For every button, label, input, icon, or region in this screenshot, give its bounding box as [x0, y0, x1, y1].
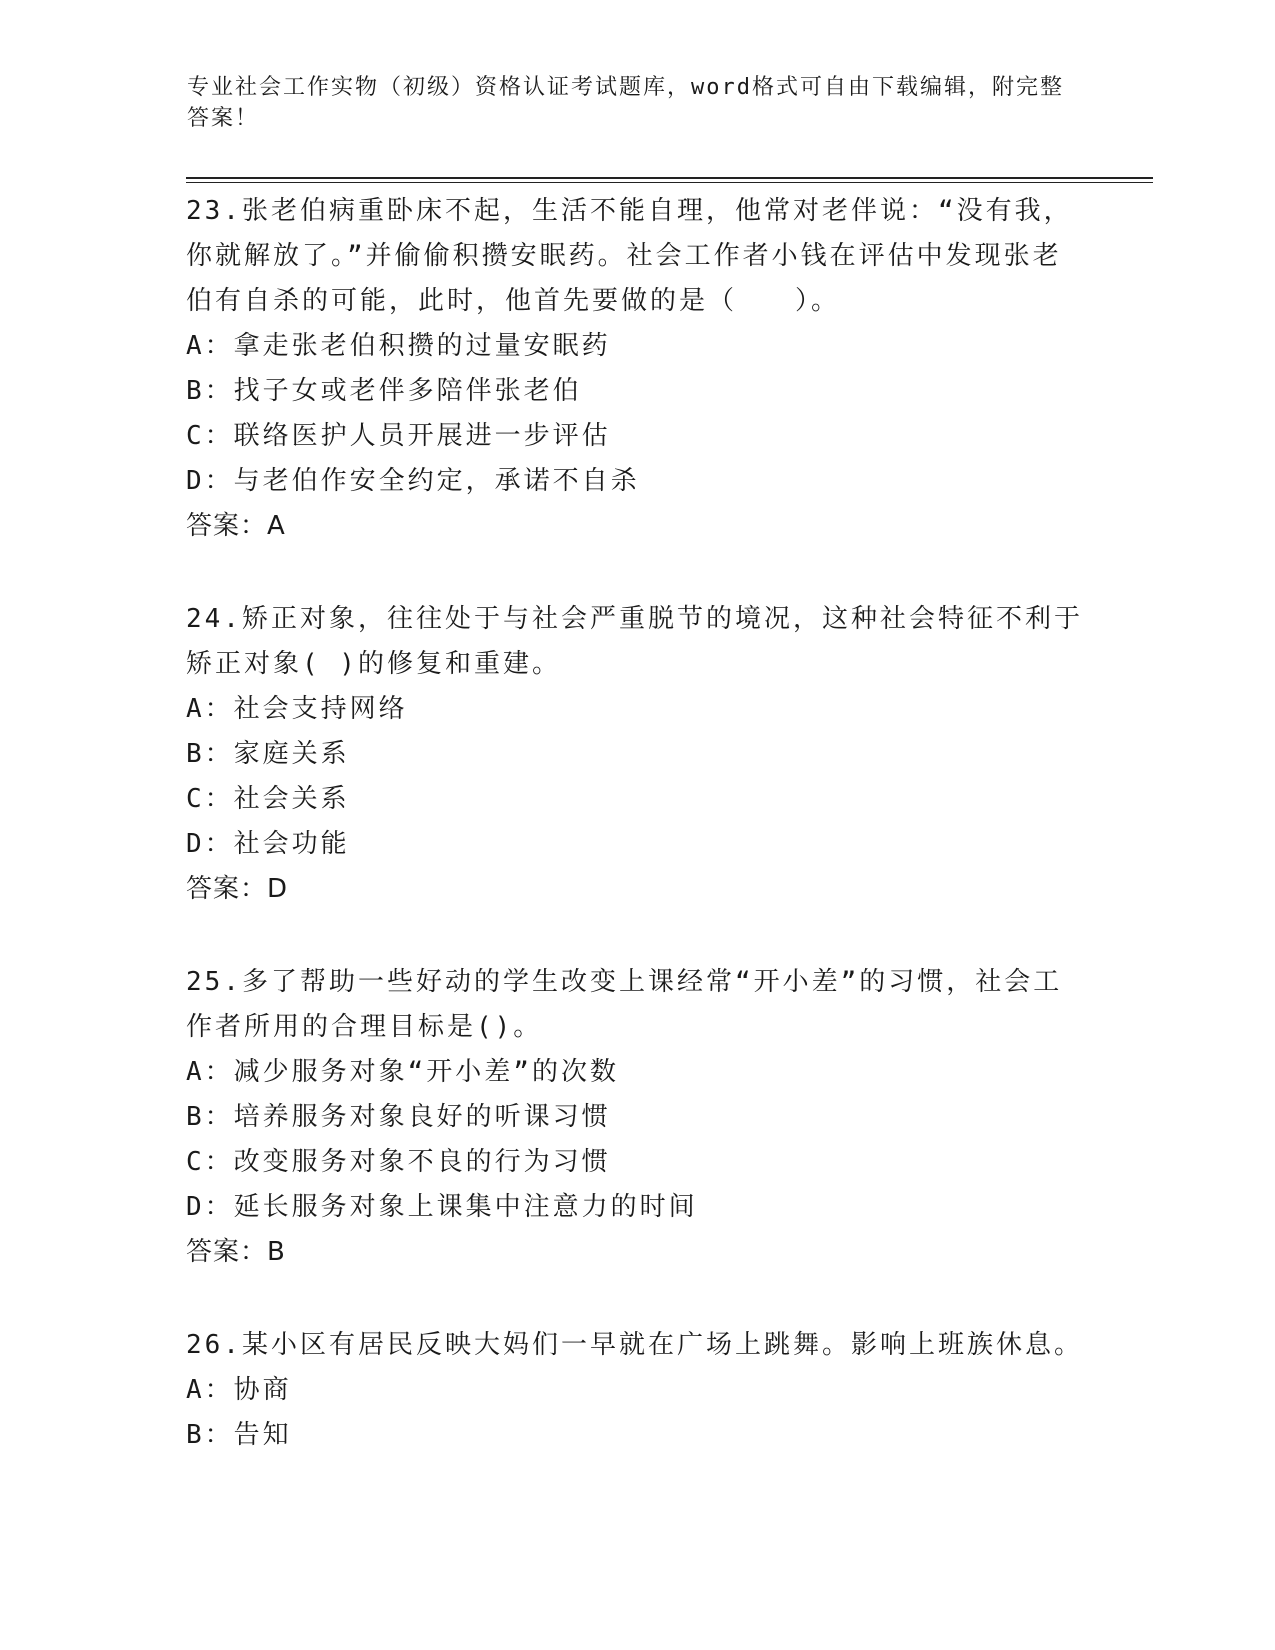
option-d: D：与老伯作安全约定，承诺不自杀 [186, 466, 640, 496]
question-text: 26.某小区有居民反映大妈们一早就在广场上跳舞。影响上班族休息。 [186, 1330, 1083, 1360]
option-c: C：联络医护人员开展进一步评估 [186, 421, 611, 451]
option-b: B：培养服务对象良好的听课习惯 [186, 1102, 611, 1132]
option-a: A：协商 [186, 1375, 292, 1405]
header-rule-thin [186, 182, 1153, 183]
option-b: B：家庭关系 [186, 739, 350, 769]
question-23 [186, 189, 1086, 549]
option-a: A：减少服务对象“开小差”的次数 [186, 1057, 619, 1087]
question-text: 24.矫正对象，往往处于与社会严重脱节的境况，这种社会特征不利于矫正对象( )的修复和重建。 [186, 604, 1083, 679]
answer: 答案：A [186, 511, 286, 541]
option-c: C：社会关系 [186, 784, 350, 814]
question-text: 23.张老伯病重卧床不起，生活不能自理，他常对老伴说：“没有我，你就解放了。”并偷偷积攒安眠药。社会工作者小钱在评估中发现张老伯有自杀的可能，此时，他首先要做的是（ ）。 [186, 196, 1073, 316]
question-text: 25.多了帮助一些好动的学生改变上课经常“开小差”的习惯，社会工作者所用的合理目标是()。 [186, 967, 1063, 1042]
option-d: D：延长服务对象上课集中注意力的时间 [186, 1192, 698, 1222]
answer: 答案：D [186, 874, 289, 904]
option-c: C：改变服务对象不良的行为习惯 [186, 1147, 611, 1177]
header-rule-thick [186, 177, 1153, 179]
option-a: A：社会支持网络 [186, 694, 408, 724]
option-a: A：拿走张老伯积攒的过量安眠药 [186, 331, 611, 361]
option-d: D：社会功能 [186, 829, 350, 859]
question-list [186, 189, 1086, 1506]
question-25 [186, 960, 1086, 1275]
option-b: B：找子女或老伴多陪伴张老伯 [186, 376, 582, 406]
page-header: 专业社会工作实物（初级）资格认证考试题库，word格式可自由下载编辑，附完整答案！ [187, 75, 1064, 131]
answer: 答案：B [186, 1237, 286, 1267]
option-b: B：告知 [186, 1420, 292, 1450]
question-24 [186, 597, 1086, 912]
question-26 [186, 1323, 1086, 1458]
